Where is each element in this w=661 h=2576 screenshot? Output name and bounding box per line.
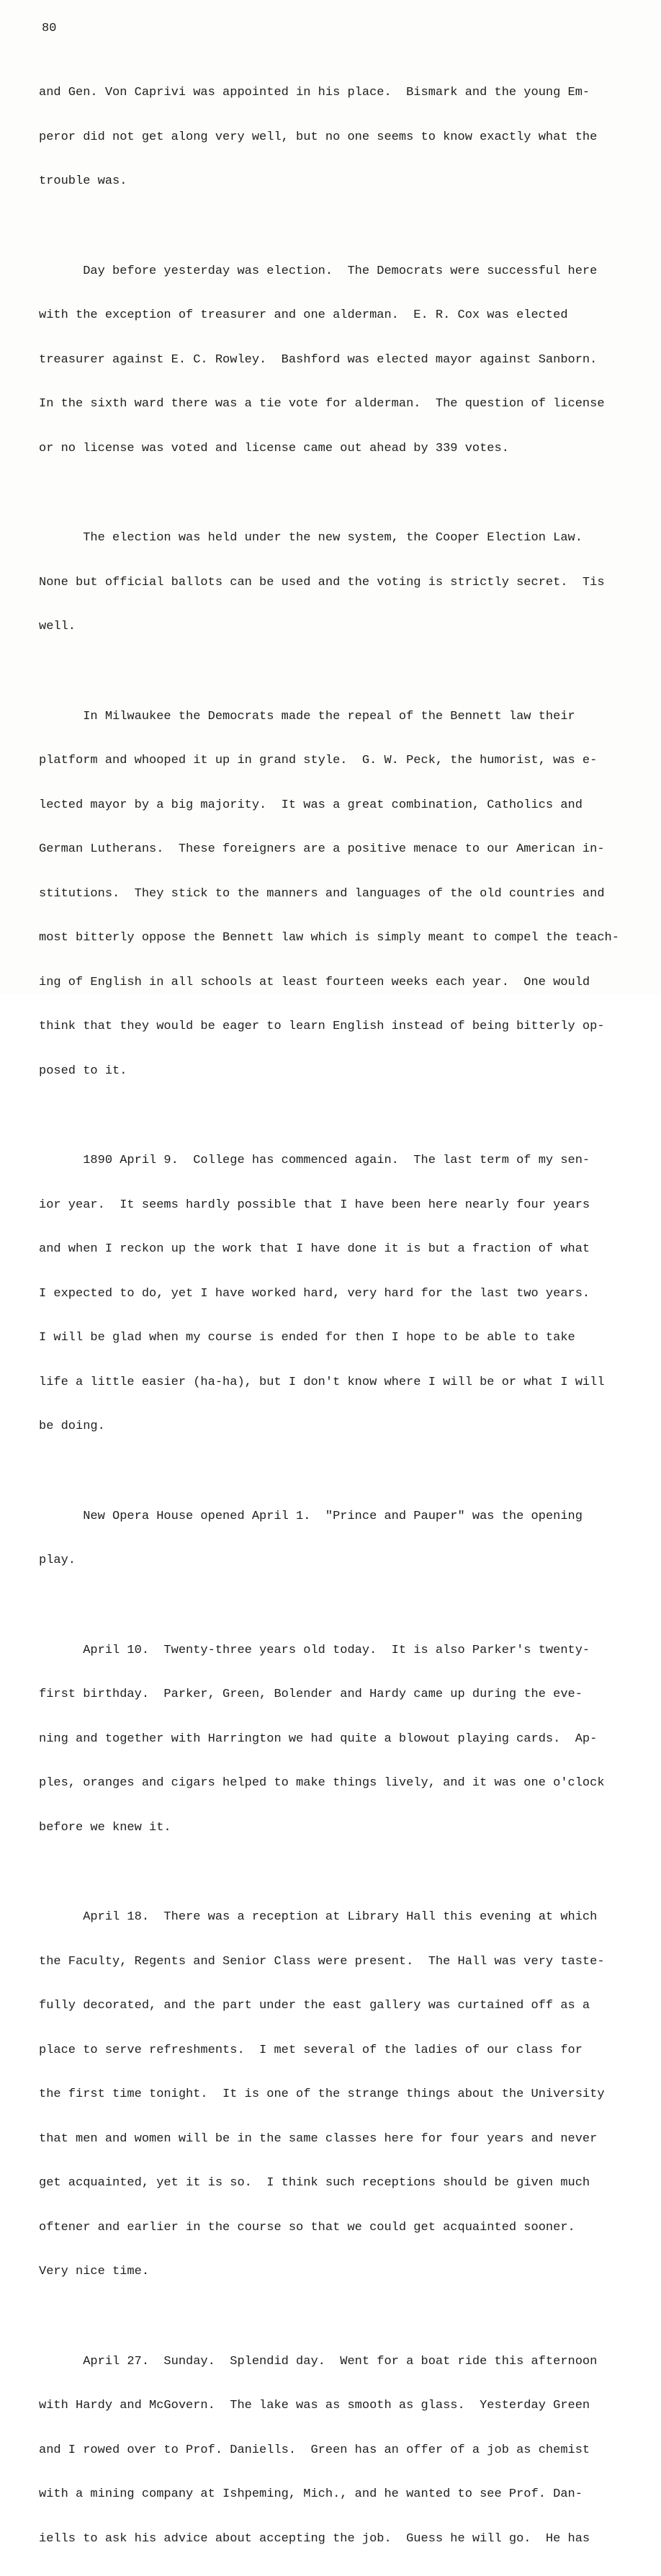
text-line: posed to it. — [39, 1064, 648, 1079]
text-line: ning and together with Harrington we had quite a blowout playing cards. Ap- — [39, 1732, 648, 1747]
text-line: play. — [39, 1554, 648, 1569]
text-line: I will be glad when my course is ended for then I hope to be able to take — [39, 1331, 648, 1346]
text-line: oftener and earlier in the course so that we could get acquainted sooner. — [39, 2221, 648, 2236]
text-line: The election was held under the new system, the Cooper Election Law. — [39, 531, 648, 546]
text-line: trouble was. — [39, 174, 648, 190]
text-line: and when I reckon up the work that I have done it is but a fraction of what — [39, 1242, 648, 1257]
text-line: platform and whooped it up in grand style. G. W. Peck, the humorist, was e- — [39, 754, 648, 769]
text-line: In the sixth ward there was a tie vote for alderman. The question of license — [39, 397, 648, 412]
text-line: April 27. Sunday. Splendid day. Went for a boat ride this afternoon — [39, 2355, 648, 2370]
page-number: 80 — [42, 22, 56, 36]
text-line: with Hardy and McGovern. The lake was as smooth as glass. Yesterday Green — [39, 2399, 648, 2414]
text-line: life a little easier (ha-ha), but I don't know where I will be or what I will — [39, 1376, 648, 1391]
text-line: In Milwaukee the Democrats made the repeal of the Bennett law their — [39, 710, 648, 725]
paragraph-milwaukee — [39, 680, 648, 1109]
text-line: the Faculty, Regents and Senior Class were present. The Hall was very taste- — [39, 1955, 648, 1970]
text-line: iells to ask his advice about accepting the job. Guess he will go. He has — [39, 2532, 648, 2547]
text-line: think that they would be eager to learn English instead of being bitterly op- — [39, 1020, 648, 1035]
text-line: first birthday. Parker, Green, Bolender and Hardy came up during the eve- — [39, 1688, 648, 1703]
paragraph-cooper-law — [39, 502, 648, 664]
text-line: and Gen. Von Caprivi was appointed in his place. Bismark and the young Em- — [39, 86, 648, 101]
text-line: lected mayor by a big majority. It was a great combination, Catholics and — [39, 798, 648, 814]
text-line: get acquainted, yet it is so. I think such receptions should be given much — [39, 2176, 648, 2191]
text-line: New Opera House opened April 1. "Prince and Pauper" was the opening — [39, 1510, 648, 1525]
paragraph-opera-house — [39, 1480, 648, 1598]
text-line: Very nice time. — [39, 2265, 648, 2280]
text-line: and I rowed over to Prof. Daniells. Green has an offer of a job as chemist — [39, 2443, 648, 2459]
text-line: I expected to do, yet I have worked hard, very hard for the last two years. — [39, 1287, 648, 1302]
text-line: be doing. — [39, 1420, 648, 1435]
text-line: or no license was voted and license came out ahead by 339 votes. — [39, 442, 648, 457]
paragraph-april-27 — [39, 2325, 648, 2576]
text-line: April 10. Twenty-three years old today. It is also Parker's twenty- — [39, 1644, 648, 1659]
text-line: fully decorated, and the part under the east gallery was curtained off as a — [39, 1999, 648, 2014]
text-line: that men and women will be in the same classes here for four years and never — [39, 2132, 648, 2147]
paragraph-april-10 — [39, 1614, 648, 1866]
text-line: ing of English in all schools at least fourteen weeks each year. One would — [39, 976, 648, 991]
paragraph-election — [39, 235, 648, 486]
paragraph-april-18 — [39, 1881, 648, 2309]
diary-text — [39, 56, 648, 2576]
text-line: Day before yesterday was election. The Democrats were successful here — [39, 264, 648, 280]
text-line: with the exception of treasurer and one alderman. E. R. Cox was elected — [39, 308, 648, 324]
document-page — [0, 0, 661, 994]
text-line: peror did not get along very well, but no one seems to know exactly what the — [39, 130, 648, 146]
text-line: ples, oranges and cigars helped to make things lively, and it was one o'clock — [39, 1776, 648, 1791]
text-line: treasurer against E. C. Rowley. Bashford was elected mayor against Sanborn. — [39, 353, 648, 368]
text-line: 1890 April 9. College has commenced again. The last term of my sen- — [39, 1154, 648, 1169]
text-line: well. — [39, 620, 648, 635]
text-line: stitutions. They stick to the manners and languages of the old countries and — [39, 887, 648, 902]
paragraph-april-9 — [39, 1124, 648, 1464]
text-line: April 18. There was a reception at Library Hall this evening at which — [39, 1910, 648, 1925]
text-line: place to serve refreshments. I met several of the ladies of our class for — [39, 2044, 648, 2059]
text-line: ior year. It seems hardly possible that I have been here nearly four years — [39, 1198, 648, 1213]
text-line: before we knew it. — [39, 1821, 648, 1836]
text-line: with a mining company at Ishpeming, Mich., and he wanted to see Prof. Dan- — [39, 2487, 648, 2503]
text-line: German Lutherans. These foreigners are a positive menace to our American in- — [39, 842, 648, 857]
paragraph-caprivi — [39, 56, 648, 219]
text-line: None but official ballots can be used and the voting is strictly secret. Tis — [39, 576, 648, 591]
text-line: most bitterly oppose the Bennett law which is simply meant to compel the teach- — [39, 931, 648, 946]
text-line: the first time tonight. It is one of the strange things about the University — [39, 2087, 648, 2103]
